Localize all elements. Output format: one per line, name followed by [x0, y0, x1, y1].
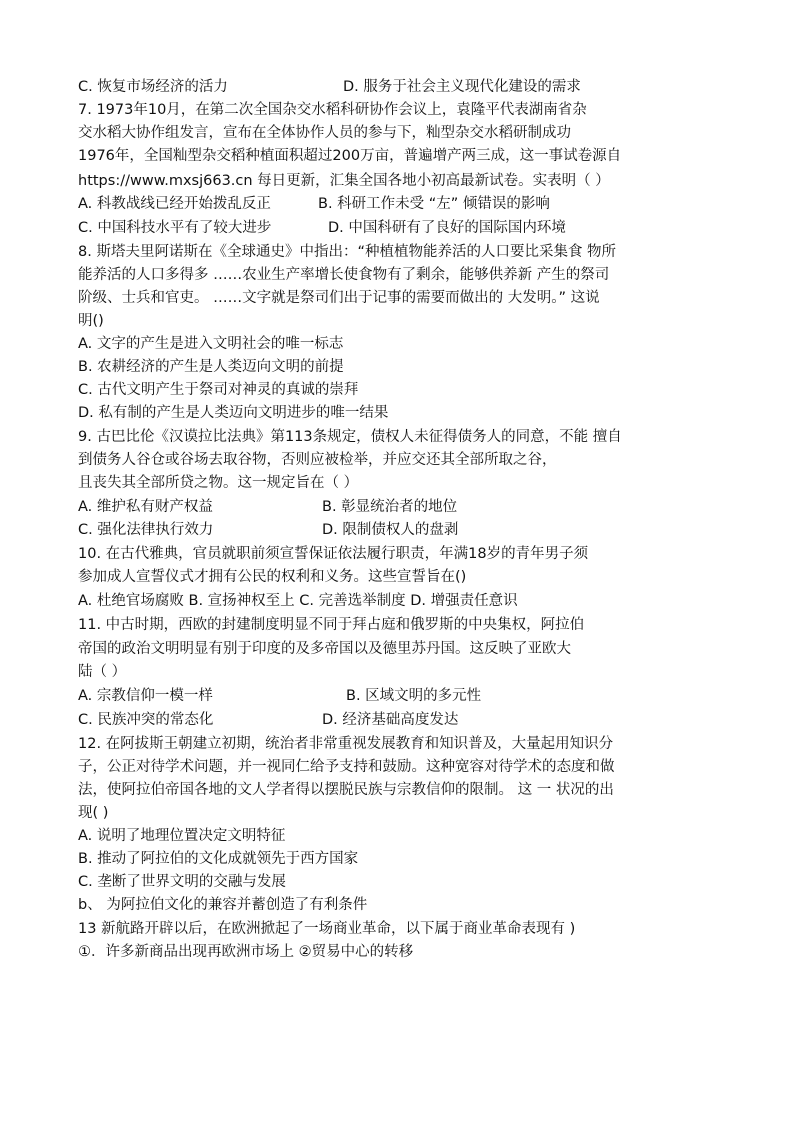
q10-options: A. 杜绝官场腐败 B. 宣扬神权至上 C. 完善选举制度 D. 增强责任意识: [78, 593, 518, 609]
q7-options-ab: [78, 193, 550, 215]
q11-option-a: A. 宗教信仰一模一样: [78, 688, 213, 704]
q7-stem-line1: 7. 1973年10月，在第二次全国杂交水稻科研协作会议上，袁隆平代表湖南省杂: [78, 102, 587, 118]
q9-option-d: D. 限制债权人的盘剥: [322, 522, 459, 538]
q6-options-cd: [78, 76, 581, 98]
q12-option-d: b、 为阿拉伯文化的兼容并蓄创造了有利条件: [78, 897, 368, 913]
q8-stem-line4: 明(): [78, 313, 104, 329]
q11-stem-line3: 陆（ ）: [78, 664, 127, 680]
q12-stem-line3: 法，使阿拉伯帝国各地的文人学者得以摆脱民族与宗教信仰的限制。 这 一 状况的出: [78, 782, 614, 798]
q10-stem-line2: 参加成人宣誓仪式才拥有公民的权利和义务。这些宣誓旨在(): [78, 569, 467, 585]
q8-option-a: A. 文字的产生是进入文明社会的唯一标志: [78, 336, 344, 352]
q7-option-a: A. 科教战线已经开始拨乱反正: [78, 196, 271, 212]
q7-stem-line3: 1976年，全国籼型杂交稻种植面积超过200万亩，普遍增产两三成，这一事试卷源自: [78, 148, 622, 164]
q9-option-a: A. 维护私有财产权益: [78, 499, 213, 515]
q9-option-b: B. 彰显统治者的地位: [322, 499, 458, 515]
q11-stem-line2: 帝国的政治文明明显有别于印度的及多帝国以及德里苏丹国。这反映了亚欧大: [78, 641, 571, 657]
q9-stem-line1: 9. 古巴比伦《汉谟拉比法典》第113条规定，债权人未征得债务人的同意，不能 擅自: [78, 429, 622, 445]
q11-stem-line1: 11. 中古时期，西欧的封建制度明显不同于拜占庭和俄罗斯的中央集权，阿拉伯: [78, 617, 585, 633]
q9-options-ab: [78, 496, 457, 518]
q13-stem-line1: 13 新航路开辟以后，在欧洲掀起了一场商业革命，以下属于商业革命表现有 ): [78, 921, 576, 937]
q10-stem-line1: 10. 在古代雅典，官员就职前须宣誓保证依法履行职责，年满18岁的青年男子须: [78, 546, 589, 562]
q7-stem-line2: 交水稻大协作组发言，宣布在全体协作人员的参与下，籼型杂交水稻研制成功: [78, 125, 571, 141]
q12-option-a: A. 说明了地理位置决定文明特征: [78, 828, 286, 844]
q6-option-c: C. 恢复市场经济的活力: [78, 79, 228, 95]
q12-stem-line2: 子，公正对待学术问题，并一视同仁给予支持和鼓励。这种宽容对待学术的态度和做: [78, 759, 615, 775]
q9-options-cd: [78, 519, 458, 541]
q11-option-c: C. 民族冲突的常态化: [78, 712, 214, 728]
q7-option-b: B. 科研工作未受 “左” 倾错误的影响: [318, 196, 550, 212]
q8-option-c: C. 古代文明产生于祭司对神灵的真诚的崇拜: [78, 382, 359, 398]
q7-stem-line4: https://www.mxsj663.cn 每日更新，汇集全国各地小初高最新试卷。实表明（ ）: [78, 173, 610, 189]
q7-options-cd: [78, 217, 566, 239]
q9-stem-line2: 到债务人谷仓或谷场去取谷物，否则应被检举，并应交还其全部所取之谷，: [78, 452, 557, 468]
q8-option-b: B. 农耕经济的产生是人类迈向文明的前提: [78, 359, 344, 375]
q11-option-b: B. 区域文明的多元性: [346, 688, 482, 704]
q8-stem-line1: 8. 斯塔夫里阿诺斯在《全球通史》中指出：“种植植物能养活的人口要比采集食 物所: [78, 244, 617, 260]
q8-stem-line2: 能养活的人口多得多 ……农业生产率增长使食物有了剩余，能够供养新 产生的祭司: [78, 267, 610, 283]
q7-option-c: C. 中国科技水平有了较大进步: [78, 220, 272, 236]
q8-option-d: D. 私有制的产生是人类迈向文明进步的唯一结果: [78, 405, 389, 421]
q13-stem-line2: ①．许多新商品出现再欧洲市场上 ②贸易中心的转移: [78, 944, 414, 960]
q12-option-c: C. 垄断了世界文明的交融与发展: [78, 874, 286, 890]
q11-option-d: D. 经济基础高度发达: [322, 712, 459, 728]
q9-stem-line3: 且丧失其全部所贷之物。这一规定旨在（ ）: [78, 475, 359, 491]
q8-stem-line3: 阶级、士兵和官吏。 ……文字就是祭司们出于记事的需要而做出的 大发明。” 这说: [78, 290, 600, 306]
q12-stem-line4: 现( ): [78, 805, 109, 821]
q12-stem-line1: 12. 在阿拔斯王朝建立初期，统治者非常重视发展教育和知识普及，大量起用知识分: [78, 736, 614, 752]
q11-options-ab: [78, 685, 481, 707]
q7-option-d: D. 中国科研有了良好的国际国内环境: [328, 220, 566, 236]
q12-option-b: B. 推动了阿拉伯的文化成就领先于西方国家: [78, 851, 359, 867]
q6-option-d: D. 服务于社会主义现代化建设的需求: [343, 79, 581, 95]
q11-options-cd: [78, 709, 458, 731]
q9-option-c: C. 强化法律执行效力: [78, 522, 214, 538]
